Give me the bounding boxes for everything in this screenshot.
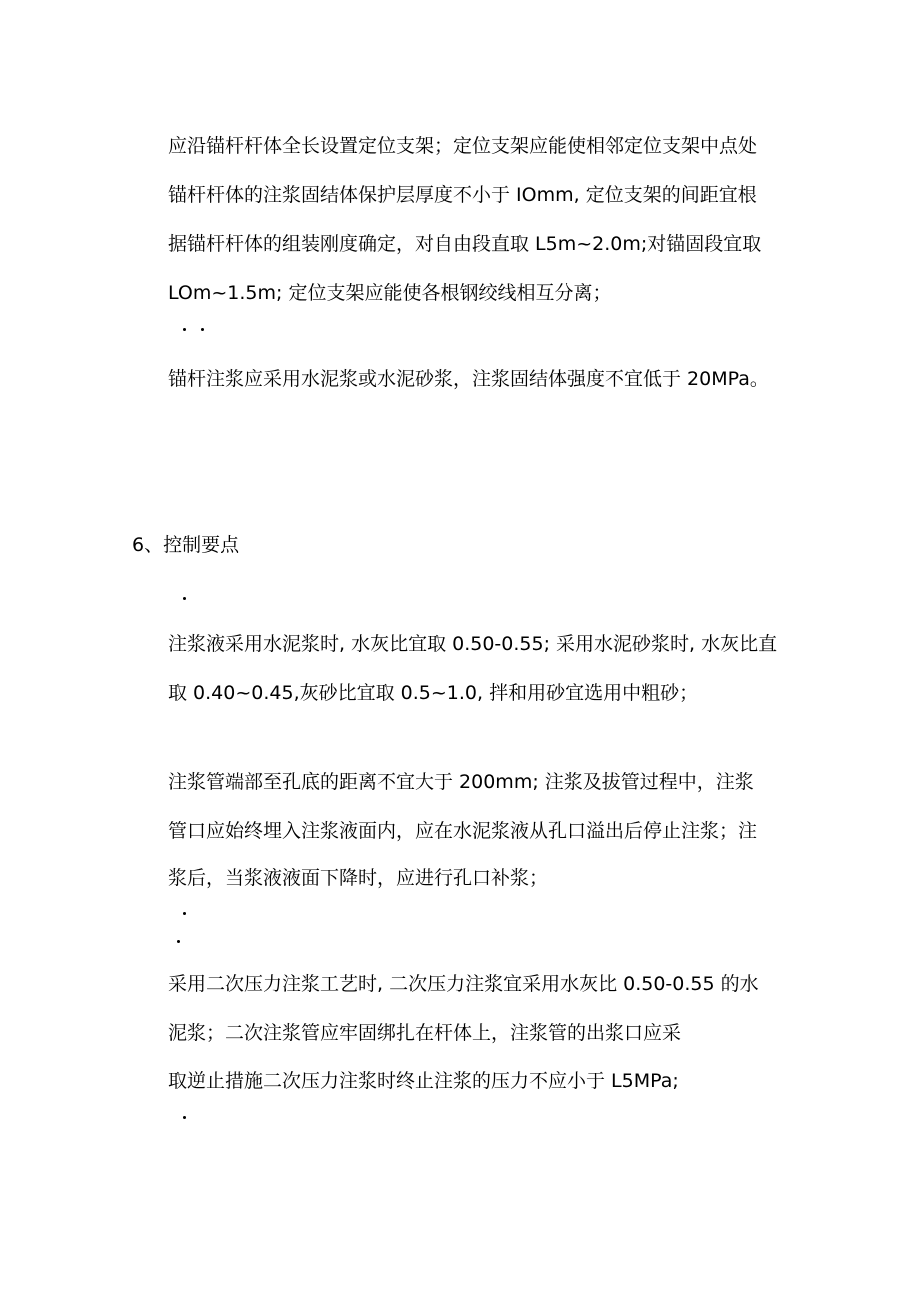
bullet-dot bbox=[201, 328, 204, 331]
text-line: 管口应始终埋入注浆液面内，应在水泥浆液从孔口溢出后停止注浆；注 bbox=[168, 820, 758, 842]
text-line: 锚杆杆体的注浆固结体保护层厚度不小于 IOmm, 定位支架的间距宜根 bbox=[168, 184, 757, 206]
text-line: 注浆液采用水泥浆时, 水灰比宜取 0.50-0.55; 采用水泥砂浆时, 水灰比直 bbox=[168, 633, 778, 655]
text-line: 采用二次压力注浆工艺时, 二次压力注浆宜采用水灰比 0.50-0.55 的水 bbox=[168, 973, 759, 995]
bullet-dot bbox=[183, 328, 186, 331]
text-line: 应沿锚杆杆体全长设置定位支架；定位支架应能使相邻定位支架中点处 bbox=[168, 135, 758, 157]
text-line: 注浆管端部至孔底的距离不宜大于 200mm; 注浆及拔管过程中，注浆 bbox=[168, 771, 754, 793]
text-line: LOm~1.5m; 定位支架应能使各根钢绞线相互分离； bbox=[168, 282, 612, 304]
grout-strength-line: 锚杆注浆应采用水泥浆或水泥砂浆，注浆固结体强度不宜低于 20MPa。 bbox=[168, 368, 769, 390]
section-heading: 6、控制要点 bbox=[132, 534, 240, 556]
bullet-dot bbox=[183, 597, 186, 600]
text-line: 取 0.40~0.45,灰砂比宜取 0.5~1.0, 拌和用砂宜选用中粗砂； bbox=[168, 682, 699, 704]
text-line: 浆后，当浆液液面下降时，应进行孔口补浆； bbox=[168, 867, 549, 889]
text-line: 取逆止措施二次压力注浆时终止注浆的压力不应小于 L5MPa; bbox=[168, 1070, 679, 1092]
text-line: 泥浆；二次注浆管应牢固绑扎在杆体上，注浆管的出浆口应采 bbox=[168, 1022, 682, 1044]
bullet-dot bbox=[183, 1116, 186, 1119]
bullet-dot bbox=[177, 940, 180, 943]
text-line: 据锚杆杆体的组装刚度确定，对自由段直取 L5m~2.0m;对锚固段宜取 bbox=[168, 233, 762, 255]
bullet-dot bbox=[183, 912, 186, 915]
